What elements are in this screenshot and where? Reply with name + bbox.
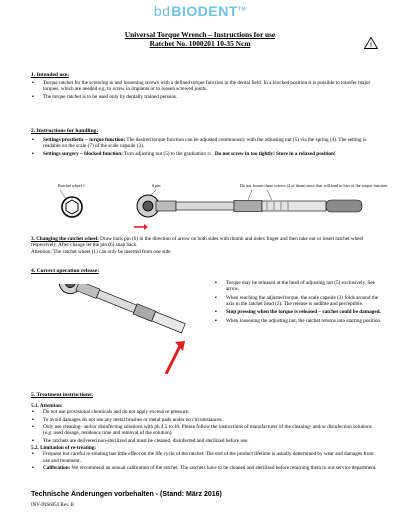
calibration-text: We recommend an annual calibration of the ratchet. The ratchets have to be cleaned and sterilized before returning them to our service department.: [70, 465, 377, 472]
ratchet-figure-2: [38, 284, 188, 374]
surgery-warning: Do not screw in too tightly! Store in a relaxed position!: [214, 150, 336, 157]
ratchet-figure-1: [52, 183, 388, 233]
list-item: ▪ Only use cleaning- and/or disinfecting solutions with ph 4.5 to 10. Please follow the instructions of manufacturer of the cleaning- and/or disinfection solutions (e.g. used dosage, residence time and removal of the solution).: [31, 424, 381, 437]
wrench-head-icon: [137, 195, 176, 217]
section-3: [31, 236, 381, 255]
section-3-paragraph: [31, 236, 381, 249]
footer-disclaimer: Technische Änderungen vorbehalten - (Stand: März 2016): [31, 491, 222, 498]
logo-tm: TM: [237, 6, 247, 13]
surgery-text: Turn adjusting nut (5) to the graduation ∞ .: [122, 150, 215, 157]
logo-mark: bd: [153, 3, 171, 19]
surgery-label: Settings surgery – blocked function:: [43, 150, 123, 157]
list-item: ▪ Torque ratchet for the screwing in and loosening screws with a defined torque function in the dental field. In a blocked position it is possible to transfer major torques, which are needed e.g. to screw in implants or to loosen screwed joints.: [31, 80, 381, 93]
subsection-5-2-list: [31, 451, 381, 471]
section-1-list: [31, 80, 381, 101]
list-item: ▪ To avoid damages do not use any metal brushes or metal pads under no circumstances.: [31, 417, 381, 423]
title-line-1: Universal Torque Wrench – Instructions for use: [124, 30, 276, 39]
logo-text: BIODENT: [171, 3, 238, 19]
footer-document-number: INV-INS6053 Rev. B: [31, 503, 74, 508]
list-item: ▪ When reaching the adjusted torque, the scale capsule (3) folds around the axis in the ratchet head (2). The release is audible and perceptible.: [214, 295, 384, 308]
prosthetic-label: Settings prosthetic – torque function:: [43, 137, 126, 143]
title-line-2: Ratchet No. 1000201 10-35 Ncm: [149, 39, 251, 49]
section-5-body: [31, 403, 381, 472]
list-item: ▪ Frequent but careful re-treating has little effect on the life cycle of the ratchet. The end of the product lifetime is usually determined by wear and damages from use and treatment.: [31, 451, 381, 464]
section-5-heading: 5. Treatment instructions:: [31, 392, 93, 398]
section-3-heading: 3. Changing the ratchet wheel:: [31, 236, 99, 242]
ratchet-drawing: [52, 183, 382, 233]
prosthetic-text: The desired torque function can be adjusted continuously with the adjusting nut (5) via the spring (4). The setting is readable on the scale (7) of the scale capsule (3).: [43, 137, 367, 150]
section-4-heading: 4. Correct operation release:: [31, 268, 100, 274]
ratchet-wheel-icon: [62, 197, 82, 217]
subsection-5-1-heading: 5.1. Attention:: [31, 403, 63, 409]
list-item: ▪ Do not use provisional chemicals and do not apply excessive pressure.: [31, 409, 381, 415]
pin-direction-arrow-icon: [134, 224, 148, 230]
subsection-5-1-list: [31, 409, 381, 444]
biodent-logo: [0, 3, 400, 20]
fig1-label-note: Do not loosen these screws (2 of them) since that will lead to loss of the torque function: [240, 183, 388, 188]
section-2-heading: 2. Instructions for handling:: [31, 128, 99, 134]
list-item: ▪ Torque may be released at the head of adjusting nut (5) exclusively. See arrow.: [214, 280, 384, 293]
warning-triangle-icon: [364, 37, 378, 49]
section-3-attention: Attention: The ratchet wheel (1) can only be inserted from one side.: [31, 248, 172, 255]
fig1-label-wheel: Ratchet wheel 1: [58, 183, 85, 188]
list-item: ▪ When loosening the adjusting nut, the ratchet returns into starting position.: [214, 318, 384, 324]
svg-text:!: !: [370, 43, 372, 49]
list-item-warning: ▪ Stop pressing when the torque is released – ratchet could be damaged.: [214, 309, 384, 315]
calibration-label: Calibration:: [43, 465, 71, 472]
release-arrow-icon: [166, 341, 185, 374]
operation-release-text: [214, 280, 384, 326]
list-item: ▪ The torque ratchet is to be used only by dentally trained persons.: [31, 94, 381, 100]
fig1-label-pin: 6 pin: [152, 183, 161, 188]
list-item: ▪ The ratchets are delivered non-sterilized and must be cleaned, disinfected and sterilized before use.: [31, 438, 381, 444]
subsection-5-2-heading: 5.2. Limitation of re-treating:: [31, 445, 97, 452]
wrench-body-icon: [176, 200, 362, 212]
section-2-list: [31, 137, 381, 158]
section-1-heading: 1. Intended use:: [31, 72, 70, 78]
document-title: [0, 30, 400, 49]
list-item-calibration: [31, 465, 381, 471]
list-item-surgery: [31, 151, 381, 157]
section-4-list: [214, 280, 384, 324]
list-item-prosthetic: [31, 137, 381, 150]
section-3-text: Draw back pin (6) in the direction of arrow on both sides with thumb and index finger and then take out or insert ratchet wheel respectively. After change let the pin (6) snap back.: [31, 236, 364, 249]
